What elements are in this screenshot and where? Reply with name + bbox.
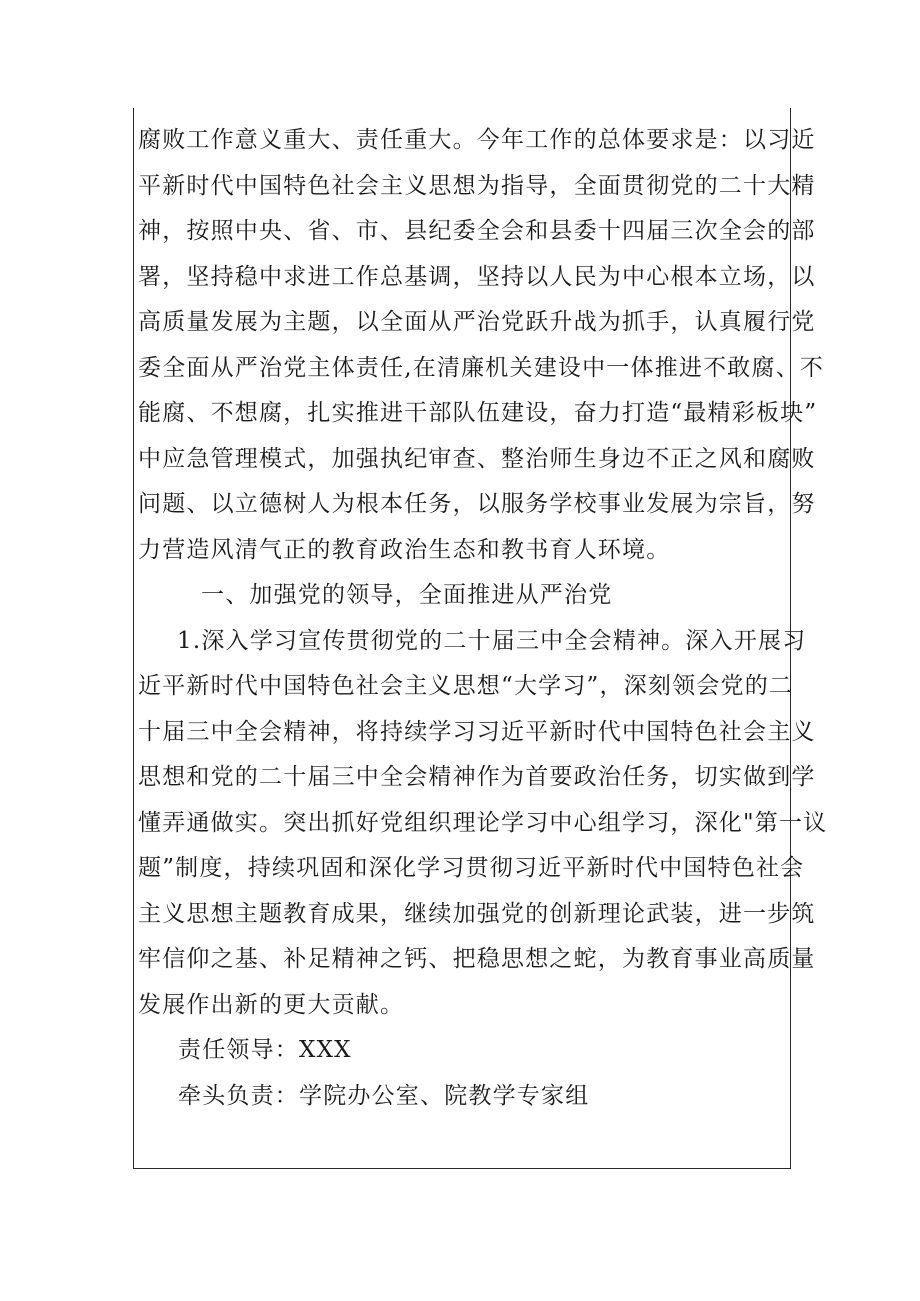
text-line: 中应急管理模式，加强执纪审查、整治师生身边不正之风和腐败 xyxy=(138,445,816,472)
lead-unit: 牵头负责：学院办公室、院教学专家组 xyxy=(178,1082,590,1109)
text-line: 题”制度，持续巩固和深化学习贯彻习近平新时代中国特色社会 xyxy=(138,855,805,881)
text-line: 神，按照中央、省、市、县纪委全会和县委十四届三次全会的部 xyxy=(138,218,816,244)
responsible-leader: 责任领导：XXX xyxy=(178,1037,352,1063)
text-line: 懂弄通做实。突出抓好党组织理论学习中心组学习，深化"第一议 xyxy=(138,809,828,836)
text-line: 主义思想主题教育成果，继续加强党的创新理论武装，进一步筑 xyxy=(138,900,816,927)
text-line: 发展作出新的更大贡献。 xyxy=(138,991,405,1018)
text-line: 力营造风清气正的教育政治生态和教书育人环境。 xyxy=(138,536,671,563)
text-line: 十届三中全会精神，将持续学习习近平新时代中国特色社会主义 xyxy=(138,718,816,745)
document-body xyxy=(138,118,828,1119)
text-line: 1.深入学习宣传贯彻党的二十届三中全会精神。深入开展习 xyxy=(177,627,807,654)
text-line: 平新时代中国特色社会主义思想为指导，全面贯彻党的二十大精 xyxy=(138,172,816,199)
text-line: 能腐、不想腐，扎实推进干部队伍建设，奋力打造“最精彩板块” xyxy=(138,400,818,426)
text-line: 委全面从严治党主体责任,在清廉机关建设中一体推进不敢腐、不 xyxy=(138,354,825,381)
text-line: 问题、以立德树人为根本任务，以服务学校事业发展为宗旨，努 xyxy=(138,491,816,517)
text-line: 牢信仰之基、补足精神之钙、把稳思想之蛇，为教育事业高质量 xyxy=(138,946,816,972)
text-line: 高质量发展为主题，以全面从严治党跃升战为抓手，认真履行党 xyxy=(138,309,816,335)
text-line: 腐败工作意义重大、责任重大。今年工作的总体要求是：以习近 xyxy=(138,127,816,153)
text-line: 思想和党的二十届三中全会精神作为首要政治任务，切实做到学 xyxy=(138,764,816,790)
text-line: 近平新时代中国特色社会主义思想“大学习”，深刻领会党的二 xyxy=(138,673,794,699)
text-line: 署，坚持稳中求进工作总基调，坚持以人民为中心根本立场，以 xyxy=(138,263,816,290)
section-heading: 一、加强党的领导，全面推进从严治党 xyxy=(201,582,613,608)
